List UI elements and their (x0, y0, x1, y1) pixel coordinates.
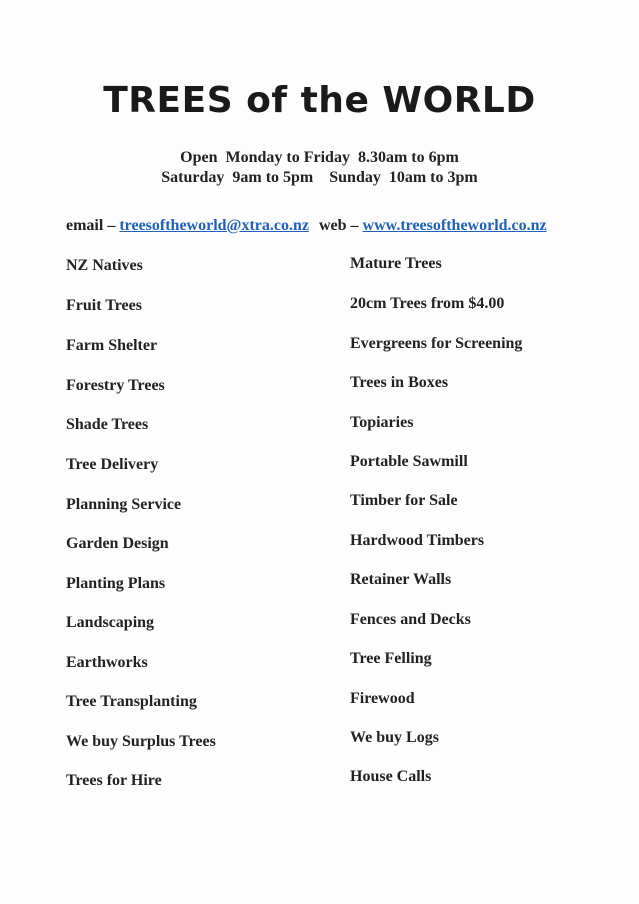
opening-hours-weekend: Saturday 9am to 5pm Sunday 10am to 3pm (161, 169, 478, 186)
web-link[interactable]: www.treesoftheworld.co.nz (362, 217, 547, 234)
service-item: Retainer Walls (350, 571, 452, 588)
service-item: 20cm Trees from $4.00 (350, 295, 505, 312)
web-label: web – (318, 217, 359, 234)
service-item: We buy Surplus Trees (66, 733, 216, 750)
service-item: Fences and Decks (350, 611, 471, 628)
service-item: Trees for Hire (66, 772, 162, 789)
service-item: Tree Felling (350, 650, 432, 667)
service-item: Topiaries (350, 414, 414, 431)
service-item: Tree Transplanting (66, 693, 197, 710)
service-item: House Calls (350, 768, 432, 785)
service-item: Earthworks (66, 654, 148, 671)
page-title: TREES of the WORLD (103, 80, 536, 121)
service-item: Tree Delivery (66, 456, 159, 473)
opening-hours-weekdays: Open Monday to Friday 8.30am to 6pm (180, 149, 459, 166)
email-link[interactable]: treesoftheworld@xtra.co.nz (119, 217, 309, 234)
service-item: Portable Sawmill (350, 453, 468, 470)
service-item: Shade Trees (66, 416, 149, 433)
service-item: Planting Plans (66, 575, 166, 592)
service-item: NZ Natives (66, 257, 143, 274)
service-item: Firewood (350, 690, 415, 707)
service-item: We buy Logs (350, 729, 439, 746)
service-item: Planning Service (66, 496, 182, 513)
service-item: Evergreens for Screening (350, 335, 523, 352)
service-item: Landscaping (66, 614, 155, 631)
email-label: email – (66, 217, 116, 234)
service-item: Timber for Sale (350, 492, 458, 509)
service-item: Trees in Boxes (350, 374, 449, 391)
service-item: Forestry Trees (66, 377, 165, 394)
service-item: Hardwood Timbers (350, 532, 485, 549)
service-item: Fruit Trees (66, 297, 142, 314)
service-item: Mature Trees (350, 255, 442, 272)
contact-line (66, 217, 547, 235)
service-item: Farm Shelter (66, 337, 158, 354)
service-item: Garden Design (66, 535, 169, 552)
